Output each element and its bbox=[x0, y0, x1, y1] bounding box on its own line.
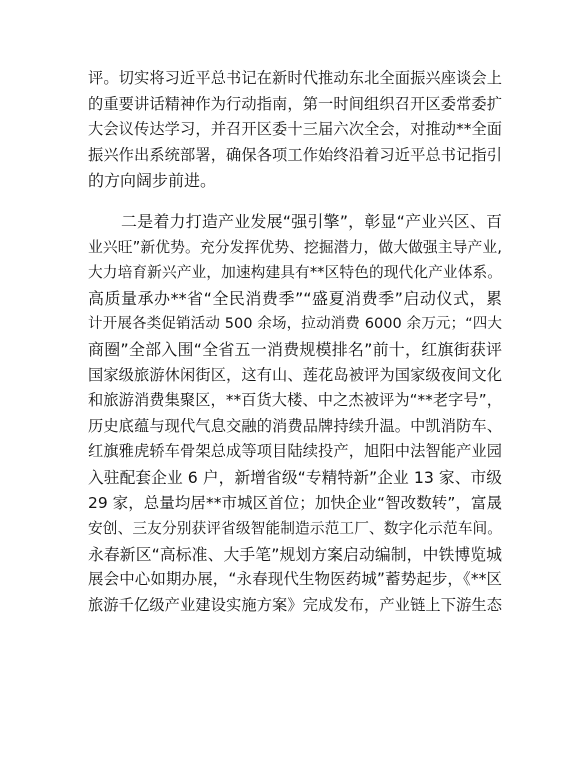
paragraph-line: 入驻配套企业 6 户，新增省级“专精特新”企业 13 家、市级 bbox=[88, 467, 502, 487]
paragraph-line: 永春新区“高标准、大手笔”规划方案启动编制，中铁博览城 bbox=[88, 544, 502, 564]
paragraph-line: 计开展各类促销活动 500 余场，拉动消费 6000 余万元；“四大 bbox=[88, 315, 502, 333]
paragraph-line: 国家级旅游休闲街区，这有山、莲花岛被评为国家级夜间文化 bbox=[88, 365, 502, 384]
paragraph-line: 旅游千亿级产业建设实施方案》完成发布，产业链上下游生态 bbox=[88, 595, 502, 614]
paragraph-line: 展会中心如期办展，“永春现代生物医药城”蓄势起步，《**区 bbox=[88, 570, 502, 589]
paragraph-line: 高质量承办**省“全民消费季”“盛夏消费季”启动仪式，累 bbox=[88, 288, 502, 308]
paragraph-line: 的方向阔步前进。 bbox=[88, 171, 217, 190]
paragraph-line: 大力培育新兴产业，加速构建具有**区特色的现代化产业体系。 bbox=[88, 264, 502, 282]
paragraph-line: 评。切实将习近平总书记在新时代推动东北全面振兴座谈会上 bbox=[88, 69, 502, 87]
paragraph-line: 二是着力打造产业发展“强引擎”，彰显“产业兴区、百 bbox=[121, 212, 502, 231]
paragraph-line: 振兴作出系统部署，确保各项工作始终沿着习近平总书记指引 bbox=[88, 145, 502, 164]
paragraph-line: 和旅游消费集聚区，**百货大楼、中之杰被评为“**老字号”， bbox=[88, 391, 502, 410]
paragraph-line: 大会议传达学习，并召开区委十三届六次全会，对推动**全面 bbox=[88, 120, 502, 138]
paragraph-line: 红旗雅虎轿车骨架总成等项目陆续投产，旭阳中法智能产业园 bbox=[88, 442, 502, 461]
paragraph-1 bbox=[88, 66, 502, 194]
paragraph-line: 29 家，总量均居**市城区首位；加快企业“智改数转”，富晟 bbox=[88, 493, 502, 512]
paragraph-line: 业兴旺”新优势。充分发挥优势、挖掘潜力，做大做强主导产业, bbox=[88, 238, 502, 256]
paragraph-2 bbox=[88, 209, 502, 619]
paragraph-line: 的重要讲话精神作为行动指南，第一时间组织召开区委常委扩 bbox=[88, 94, 502, 113]
paragraph-line: 历史底蕴与现代气息交融的消费品牌持续升温。中凯消防车、 bbox=[88, 416, 502, 435]
paragraph-line: 安创、三友分别获评省级智能制造示范工厂、数字化示范车间。 bbox=[88, 520, 502, 538]
paragraph-line: 商圈”全部入围“全省五一消费规模排名”前十，红旗街获评 bbox=[88, 339, 502, 359]
